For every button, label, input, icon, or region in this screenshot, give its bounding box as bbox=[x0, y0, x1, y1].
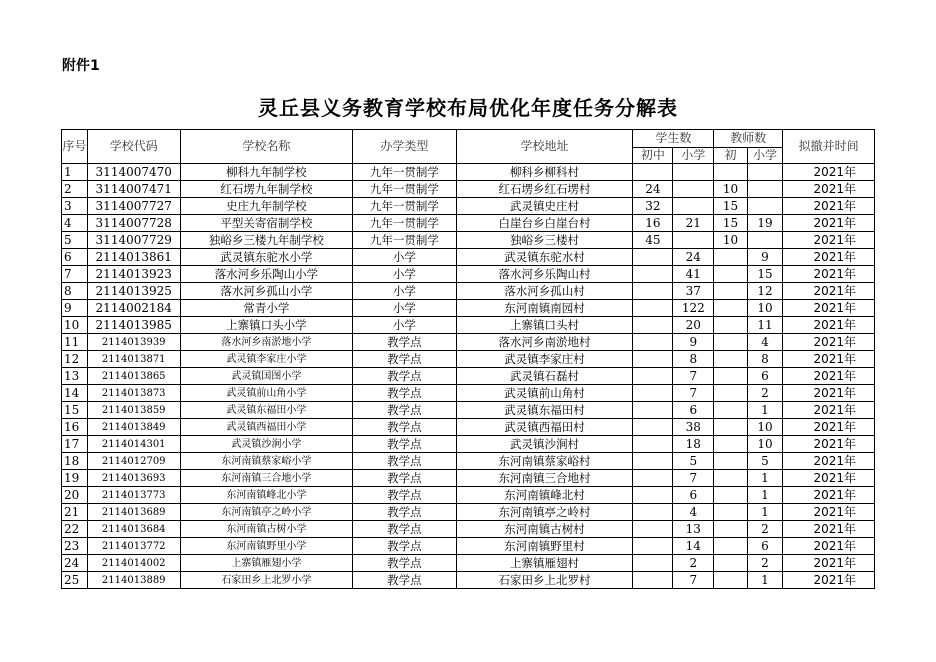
school-name-cell: 武灵镇国图小学 bbox=[180, 368, 353, 385]
planned-time-cell: 2021年 bbox=[783, 453, 875, 470]
page-title: 灵丘县义务教育学校布局优化年度任务分解表 bbox=[258, 96, 678, 120]
school-code-cell: 3114007728 bbox=[87, 215, 180, 232]
teachers-junior-cell bbox=[714, 487, 747, 504]
students-primary-cell: 37 bbox=[673, 283, 714, 300]
teachers-junior-cell bbox=[714, 317, 747, 334]
teachers-junior-cell: 15 bbox=[714, 215, 747, 232]
teachers-primary-cell: 6 bbox=[747, 538, 783, 555]
teachers-primary-cell bbox=[747, 232, 783, 249]
school-code-cell: 2114013772 bbox=[87, 538, 180, 555]
teachers-primary-cell bbox=[747, 164, 783, 181]
row-number-cell: 5 bbox=[62, 232, 88, 249]
teachers-junior-cell bbox=[714, 249, 747, 266]
school-name-cell: 落水河乡乐陶山小学 bbox=[180, 266, 353, 283]
school-type-cell: 教学点 bbox=[353, 453, 457, 470]
teachers-junior-cell bbox=[714, 521, 747, 538]
students-junior-cell bbox=[633, 453, 673, 470]
table-row bbox=[62, 368, 875, 385]
teachers-junior-cell bbox=[714, 164, 747, 181]
school-address-cell: 东河南镇野里村 bbox=[456, 538, 633, 555]
planned-time-cell: 2021年 bbox=[783, 215, 875, 232]
students-primary-cell: 41 bbox=[673, 266, 714, 283]
students-junior-cell bbox=[633, 521, 673, 538]
school-address-cell: 武灵镇前山角村 bbox=[456, 385, 633, 402]
table-row bbox=[62, 402, 875, 419]
row-number-cell: 6 bbox=[62, 249, 88, 266]
table-row bbox=[62, 470, 875, 487]
school-address-cell: 落水河乡乐陶山村 bbox=[456, 266, 633, 283]
header-name: 学校名称 bbox=[180, 130, 353, 164]
teachers-primary-cell: 1 bbox=[747, 504, 783, 521]
planned-time-cell: 2021年 bbox=[783, 317, 875, 334]
teachers-junior-cell bbox=[714, 419, 747, 436]
header-type: 办学类型 bbox=[353, 130, 457, 164]
students-junior-cell: 45 bbox=[633, 232, 673, 249]
students-junior-cell bbox=[633, 504, 673, 521]
teachers-junior-cell bbox=[714, 283, 747, 300]
planned-time-cell: 2021年 bbox=[783, 487, 875, 504]
row-number-cell: 9 bbox=[62, 300, 88, 317]
school-name-cell: 武灵镇西福田小学 bbox=[180, 419, 353, 436]
students-primary-cell: 5 bbox=[673, 453, 714, 470]
row-number-cell: 16 bbox=[62, 419, 88, 436]
planned-time-cell: 2021年 bbox=[783, 470, 875, 487]
teachers-junior-cell bbox=[714, 300, 747, 317]
students-junior-cell: 16 bbox=[633, 215, 673, 232]
task-table bbox=[61, 129, 875, 589]
teachers-primary-cell: 1 bbox=[747, 470, 783, 487]
students-primary-cell: 7 bbox=[673, 470, 714, 487]
school-code-cell: 2114013773 bbox=[87, 487, 180, 504]
school-type-cell: 小学 bbox=[353, 300, 457, 317]
planned-time-cell: 2021年 bbox=[783, 385, 875, 402]
row-number-cell: 15 bbox=[62, 402, 88, 419]
teachers-primary-cell: 1 bbox=[747, 402, 783, 419]
school-name-cell: 东河南镇古树小学 bbox=[180, 521, 353, 538]
students-primary-cell bbox=[673, 198, 714, 215]
row-number-cell: 2 bbox=[62, 181, 88, 198]
school-name-cell: 东河南镇峰北小学 bbox=[180, 487, 353, 504]
school-address-cell: 武灵镇李家庄村 bbox=[456, 351, 633, 368]
school-name-cell: 史庄九年制学校 bbox=[180, 198, 353, 215]
students-junior-cell bbox=[633, 300, 673, 317]
teachers-primary-cell: 2 bbox=[747, 555, 783, 572]
students-primary-cell: 7 bbox=[673, 368, 714, 385]
teachers-primary-cell: 12 bbox=[747, 283, 783, 300]
table-row bbox=[62, 453, 875, 470]
teachers-junior-cell: 10 bbox=[714, 232, 747, 249]
planned-time-cell: 2021年 bbox=[783, 351, 875, 368]
teachers-junior-cell bbox=[714, 385, 747, 402]
students-junior-cell: 32 bbox=[633, 198, 673, 215]
school-name-cell: 落水河乡孤山小学 bbox=[180, 283, 353, 300]
teachers-junior-cell bbox=[714, 470, 747, 487]
school-name-cell: 武灵镇前山角小学 bbox=[180, 385, 353, 402]
teachers-junior-cell: 15 bbox=[714, 198, 747, 215]
teachers-primary-cell: 19 bbox=[747, 215, 783, 232]
planned-time-cell: 2021年 bbox=[783, 266, 875, 283]
row-number-cell: 21 bbox=[62, 504, 88, 521]
planned-time-cell: 2021年 bbox=[783, 555, 875, 572]
students-junior-cell: 24 bbox=[633, 181, 673, 198]
teachers-primary-cell bbox=[747, 181, 783, 198]
teachers-junior-cell bbox=[714, 555, 747, 572]
students-primary-cell bbox=[673, 164, 714, 181]
table-row bbox=[62, 249, 875, 266]
teachers-primary-cell: 9 bbox=[747, 249, 783, 266]
teachers-junior-cell bbox=[714, 504, 747, 521]
planned-time-cell: 2021年 bbox=[783, 572, 875, 589]
teachers-primary-cell: 11 bbox=[747, 317, 783, 334]
teachers-junior-cell bbox=[714, 402, 747, 419]
table-row bbox=[62, 198, 875, 215]
school-name-cell: 东河南镇亭之岭小学 bbox=[180, 504, 353, 521]
school-address-cell: 武灵镇史庄村 bbox=[456, 198, 633, 215]
row-number-cell: 11 bbox=[62, 334, 88, 351]
school-type-cell: 九年一贯制学 bbox=[353, 232, 457, 249]
teachers-junior-cell bbox=[714, 436, 747, 453]
school-code-cell: 3114007470 bbox=[87, 164, 180, 181]
school-type-cell: 教学点 bbox=[353, 385, 457, 402]
school-address-cell: 东河南镇南园村 bbox=[456, 300, 633, 317]
table-row bbox=[62, 266, 875, 283]
table-row bbox=[62, 555, 875, 572]
table-row bbox=[62, 317, 875, 334]
school-type-cell: 教学点 bbox=[353, 470, 457, 487]
row-number-cell: 22 bbox=[62, 521, 88, 538]
header-students: 学生数 bbox=[633, 130, 714, 148]
students-primary-cell: 4 bbox=[673, 504, 714, 521]
students-primary-cell: 8 bbox=[673, 351, 714, 368]
school-code-cell: 2114013985 bbox=[87, 317, 180, 334]
students-junior-cell bbox=[633, 402, 673, 419]
school-address-cell: 东河南镇蔡家峪村 bbox=[456, 453, 633, 470]
row-number-cell: 8 bbox=[62, 283, 88, 300]
table-row bbox=[62, 300, 875, 317]
school-address-cell: 上寨镇口头村 bbox=[456, 317, 633, 334]
row-number-cell: 14 bbox=[62, 385, 88, 402]
table-body bbox=[62, 164, 875, 589]
teachers-junior-cell bbox=[714, 453, 747, 470]
school-name-cell: 独峪乡三楼九年制学校 bbox=[180, 232, 353, 249]
students-primary-cell bbox=[673, 232, 714, 249]
school-code-cell: 2114002184 bbox=[87, 300, 180, 317]
school-address-cell: 独峪乡三楼村 bbox=[456, 232, 633, 249]
school-code-cell: 2114013693 bbox=[87, 470, 180, 487]
school-code-cell: 2114013859 bbox=[87, 402, 180, 419]
students-primary-cell: 122 bbox=[673, 300, 714, 317]
row-number-cell: 7 bbox=[62, 266, 88, 283]
planned-time-cell: 2021年 bbox=[783, 538, 875, 555]
students-junior-cell bbox=[633, 317, 673, 334]
teachers-junior-cell bbox=[714, 572, 747, 589]
students-junior-cell bbox=[633, 385, 673, 402]
school-code-cell: 2114013849 bbox=[87, 419, 180, 436]
planned-time-cell: 2021年 bbox=[783, 334, 875, 351]
table-row bbox=[62, 385, 875, 402]
school-type-cell: 教学点 bbox=[353, 572, 457, 589]
school-code-cell: 2114013939 bbox=[87, 334, 180, 351]
school-type-cell: 教学点 bbox=[353, 504, 457, 521]
school-code-cell: 2114013873 bbox=[87, 385, 180, 402]
table-row bbox=[62, 232, 875, 249]
school-type-cell: 教学点 bbox=[353, 351, 457, 368]
students-primary-cell: 21 bbox=[673, 215, 714, 232]
teachers-junior-cell: 10 bbox=[714, 181, 747, 198]
school-name-cell: 柳科九年制学校 bbox=[180, 164, 353, 181]
students-primary-cell: 7 bbox=[673, 385, 714, 402]
table-row bbox=[62, 181, 875, 198]
teachers-primary-cell: 10 bbox=[747, 300, 783, 317]
students-junior-cell bbox=[633, 249, 673, 266]
school-type-cell: 教学点 bbox=[353, 538, 457, 555]
table-row bbox=[62, 351, 875, 368]
planned-time-cell: 2021年 bbox=[783, 521, 875, 538]
school-code-cell: 2114013684 bbox=[87, 521, 180, 538]
school-name-cell: 石家田乡上北罗小学 bbox=[180, 572, 353, 589]
teachers-primary-cell: 10 bbox=[747, 436, 783, 453]
school-address-cell: 武灵镇西福田村 bbox=[456, 419, 633, 436]
row-number-cell: 19 bbox=[62, 470, 88, 487]
table-row bbox=[62, 504, 875, 521]
header-code: 学校代码 bbox=[87, 130, 180, 164]
header-teachers: 教师数 bbox=[714, 130, 783, 148]
school-code-cell: 2114013925 bbox=[87, 283, 180, 300]
school-code-cell: 2114013865 bbox=[87, 368, 180, 385]
teachers-primary-cell: 6 bbox=[747, 368, 783, 385]
school-address-cell: 武灵镇东福田村 bbox=[456, 402, 633, 419]
row-number-cell: 17 bbox=[62, 436, 88, 453]
table-row bbox=[62, 334, 875, 351]
school-name-cell: 武灵镇东福田小学 bbox=[180, 402, 353, 419]
planned-time-cell: 2021年 bbox=[783, 419, 875, 436]
school-type-cell: 小学 bbox=[353, 283, 457, 300]
students-junior-cell bbox=[633, 419, 673, 436]
students-primary-cell: 20 bbox=[673, 317, 714, 334]
table-row bbox=[62, 538, 875, 555]
school-address-cell: 落水河乡孤山村 bbox=[456, 283, 633, 300]
header-time: 拟撤并时间 bbox=[783, 130, 875, 164]
school-code-cell: 3114007471 bbox=[87, 181, 180, 198]
school-type-cell: 九年一贯制学 bbox=[353, 198, 457, 215]
table-row bbox=[62, 572, 875, 589]
teachers-primary-cell bbox=[747, 198, 783, 215]
planned-time-cell: 2021年 bbox=[783, 402, 875, 419]
school-name-cell: 东河南镇三合地小学 bbox=[180, 470, 353, 487]
students-primary-cell: 18 bbox=[673, 436, 714, 453]
school-type-cell: 教学点 bbox=[353, 368, 457, 385]
row-number-cell: 1 bbox=[62, 164, 88, 181]
school-name-cell: 武灵镇李家庄小学 bbox=[180, 351, 353, 368]
school-name-cell: 上寨镇雁翅小学 bbox=[180, 555, 353, 572]
row-number-cell: 4 bbox=[62, 215, 88, 232]
header-students-junior: 初中 bbox=[633, 148, 673, 164]
school-address-cell: 红石塄乡红石塄村 bbox=[456, 181, 633, 198]
school-code-cell: 2114014002 bbox=[87, 555, 180, 572]
students-junior-cell bbox=[633, 487, 673, 504]
teachers-junior-cell bbox=[714, 351, 747, 368]
planned-time-cell: 2021年 bbox=[783, 300, 875, 317]
school-name-cell: 常青小学 bbox=[180, 300, 353, 317]
school-type-cell: 教学点 bbox=[353, 487, 457, 504]
teachers-primary-cell: 4 bbox=[747, 334, 783, 351]
school-type-cell: 教学点 bbox=[353, 521, 457, 538]
table-row bbox=[62, 215, 875, 232]
students-primary-cell: 6 bbox=[673, 402, 714, 419]
students-primary-cell: 2 bbox=[673, 555, 714, 572]
school-code-cell: 3114007729 bbox=[87, 232, 180, 249]
school-type-cell: 小学 bbox=[353, 317, 457, 334]
row-number-cell: 3 bbox=[62, 198, 88, 215]
planned-time-cell: 2021年 bbox=[783, 198, 875, 215]
school-code-cell: 2114013861 bbox=[87, 249, 180, 266]
header-no: 序号 bbox=[62, 130, 88, 164]
teachers-primary-cell: 2 bbox=[747, 521, 783, 538]
school-address-cell: 白崖台乡白崖台村 bbox=[456, 215, 633, 232]
school-name-cell: 东河南镇蔡家峪小学 bbox=[180, 453, 353, 470]
table-row bbox=[62, 436, 875, 453]
planned-time-cell: 2021年 bbox=[783, 164, 875, 181]
students-junior-cell bbox=[633, 351, 673, 368]
row-number-cell: 13 bbox=[62, 368, 88, 385]
teachers-primary-cell: 1 bbox=[747, 487, 783, 504]
school-address-cell: 落水河乡南淤地村 bbox=[456, 334, 633, 351]
students-junior-cell bbox=[633, 555, 673, 572]
school-name-cell: 上寨镇口头小学 bbox=[180, 317, 353, 334]
planned-time-cell: 2021年 bbox=[783, 181, 875, 198]
school-code-cell: 2114014301 bbox=[87, 436, 180, 453]
planned-time-cell: 2021年 bbox=[783, 232, 875, 249]
header-address: 学校地址 bbox=[456, 130, 633, 164]
school-type-cell: 九年一贯制学 bbox=[353, 215, 457, 232]
school-type-cell: 九年一贯制学 bbox=[353, 164, 457, 181]
planned-time-cell: 2021年 bbox=[783, 283, 875, 300]
school-code-cell: 2114013689 bbox=[87, 504, 180, 521]
school-name-cell: 落水河乡南淤地小学 bbox=[180, 334, 353, 351]
teachers-junior-cell bbox=[714, 266, 747, 283]
header-students-primary: 小学 bbox=[673, 148, 714, 164]
students-primary-cell: 6 bbox=[673, 487, 714, 504]
students-junior-cell bbox=[633, 436, 673, 453]
teachers-primary-cell: 10 bbox=[747, 419, 783, 436]
school-type-cell: 小学 bbox=[353, 249, 457, 266]
header-teachers-primary: 小学 bbox=[747, 148, 783, 164]
row-number-cell: 24 bbox=[62, 555, 88, 572]
school-type-cell: 教学点 bbox=[353, 334, 457, 351]
students-primary-cell: 14 bbox=[673, 538, 714, 555]
row-number-cell: 10 bbox=[62, 317, 88, 334]
school-name-cell: 红石塄九年制学校 bbox=[180, 181, 353, 198]
school-name-cell: 东河南镇野里小学 bbox=[180, 538, 353, 555]
school-address-cell: 东河南镇亭之岭村 bbox=[456, 504, 633, 521]
school-code-cell: 2114012709 bbox=[87, 453, 180, 470]
school-name-cell: 武灵镇沙涧小学 bbox=[180, 436, 353, 453]
school-address-cell: 武灵镇石磊村 bbox=[456, 368, 633, 385]
students-primary-cell: 24 bbox=[673, 249, 714, 266]
planned-time-cell: 2021年 bbox=[783, 368, 875, 385]
school-code-cell: 2114013889 bbox=[87, 572, 180, 589]
school-code-cell: 3114007727 bbox=[87, 198, 180, 215]
school-code-cell: 2114013871 bbox=[87, 351, 180, 368]
school-address-cell: 东河南镇古树村 bbox=[456, 521, 633, 538]
school-type-cell: 教学点 bbox=[353, 436, 457, 453]
students-junior-cell bbox=[633, 283, 673, 300]
school-type-cell: 教学点 bbox=[353, 419, 457, 436]
school-type-cell: 九年一贯制学 bbox=[353, 181, 457, 198]
row-number-cell: 25 bbox=[62, 572, 88, 589]
school-code-cell: 2114013923 bbox=[87, 266, 180, 283]
row-number-cell: 23 bbox=[62, 538, 88, 555]
school-address-cell: 石家田乡上北罗村 bbox=[456, 572, 633, 589]
table-row bbox=[62, 283, 875, 300]
school-address-cell: 柳科乡柳科村 bbox=[456, 164, 633, 181]
table-row bbox=[62, 521, 875, 538]
school-type-cell: 小学 bbox=[353, 266, 457, 283]
school-type-cell: 教学点 bbox=[353, 555, 457, 572]
students-junior-cell bbox=[633, 470, 673, 487]
students-primary-cell: 7 bbox=[673, 572, 714, 589]
students-junior-cell bbox=[633, 164, 673, 181]
school-type-cell: 教学点 bbox=[353, 402, 457, 419]
school-name-cell: 平型关寄宿制学校 bbox=[180, 215, 353, 232]
table-row bbox=[62, 487, 875, 504]
row-number-cell: 18 bbox=[62, 453, 88, 470]
school-address-cell: 武灵镇沙涧村 bbox=[456, 436, 633, 453]
planned-time-cell: 2021年 bbox=[783, 504, 875, 521]
students-junior-cell bbox=[633, 538, 673, 555]
row-number-cell: 12 bbox=[62, 351, 88, 368]
teachers-junior-cell bbox=[714, 334, 747, 351]
school-address-cell: 上寨镇雁翅村 bbox=[456, 555, 633, 572]
teachers-primary-cell: 8 bbox=[747, 351, 783, 368]
students-junior-cell bbox=[633, 572, 673, 589]
school-address-cell: 东河南镇峰北村 bbox=[456, 487, 633, 504]
teachers-primary-cell: 15 bbox=[747, 266, 783, 283]
school-address-cell: 东河南镇三合地村 bbox=[456, 470, 633, 487]
school-address-cell: 武灵镇东驼水村 bbox=[456, 249, 633, 266]
teachers-primary-cell: 2 bbox=[747, 385, 783, 402]
students-junior-cell bbox=[633, 266, 673, 283]
students-primary-cell: 38 bbox=[673, 419, 714, 436]
teachers-junior-cell bbox=[714, 538, 747, 555]
school-name-cell: 武灵镇东驼水小学 bbox=[180, 249, 353, 266]
students-junior-cell bbox=[633, 368, 673, 385]
students-junior-cell bbox=[633, 334, 673, 351]
teachers-primary-cell: 1 bbox=[747, 572, 783, 589]
table-row bbox=[62, 419, 875, 436]
planned-time-cell: 2021年 bbox=[783, 436, 875, 453]
attachment-label: 附件1 bbox=[62, 58, 100, 74]
students-primary-cell: 13 bbox=[673, 521, 714, 538]
teachers-primary-cell: 5 bbox=[747, 453, 783, 470]
planned-time-cell: 2021年 bbox=[783, 249, 875, 266]
students-primary-cell: 9 bbox=[673, 334, 714, 351]
row-number-cell: 20 bbox=[62, 487, 88, 504]
teachers-junior-cell bbox=[714, 368, 747, 385]
header-teachers-junior: 初 bbox=[714, 148, 747, 164]
table-row bbox=[62, 164, 875, 181]
students-primary-cell bbox=[673, 181, 714, 198]
